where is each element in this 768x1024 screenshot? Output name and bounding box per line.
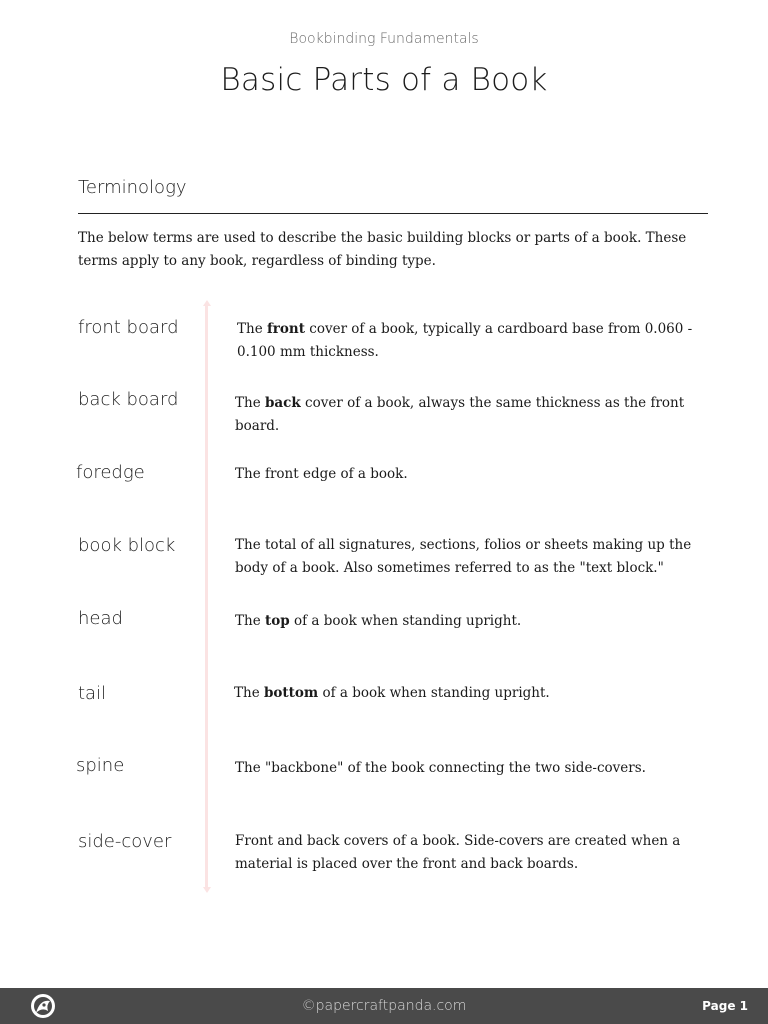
term-definition: The top of a book when standing upright. <box>235 613 522 629</box>
divider-line <box>205 304 208 889</box>
term-definition: The back cover of a book, always the same thickness as the front board. <box>235 395 685 434</box>
footer-site: ©papercraftpanda.com <box>301 998 467 1014</box>
term-definition: Front and back covers of a book. Side-covers are created when a material is placed over the front and back boards. <box>235 833 681 872</box>
term-label: head <box>78 608 123 629</box>
term-definition: The "backbone" of the book connecting the two side-covers. <box>235 760 646 776</box>
page-footer <box>0 988 768 1024</box>
term-divider <box>204 304 208 889</box>
document-subtitle: Bookbinding Fundamentals <box>289 31 479 47</box>
section-heading: Terminology <box>78 177 187 198</box>
term-definition: The total of all signatures, sections, folios or sheets making up the body of a book. Also sometimes referred to as the "text block." <box>235 537 692 576</box>
term-label: foredge <box>76 462 145 483</box>
term-label: front board <box>78 317 179 338</box>
divider-cap-bottom <box>203 887 211 893</box>
term-label: tail <box>78 683 107 704</box>
term-label: spine <box>76 755 125 776</box>
page-number: Page 1 <box>702 999 748 1013</box>
term-definition: The front cover of a book, typically a cardboard base from 0.060 - 0.100 mm thickness. <box>237 321 693 360</box>
term-label: book block <box>78 535 176 556</box>
term-label: back board <box>78 389 179 410</box>
term-label: side-cover <box>78 831 172 852</box>
section-rule <box>78 213 708 214</box>
term-definition: The bottom of a book when standing upright. <box>234 685 550 701</box>
term-definition: The front edge of a book. <box>235 466 408 482</box>
intro-paragraph: The below terms are used to describe the basic building blocks or parts of a book. These terms apply to any book, regardless of binding type. <box>78 230 687 269</box>
document-title: Basic Parts of a Book <box>220 62 548 98</box>
